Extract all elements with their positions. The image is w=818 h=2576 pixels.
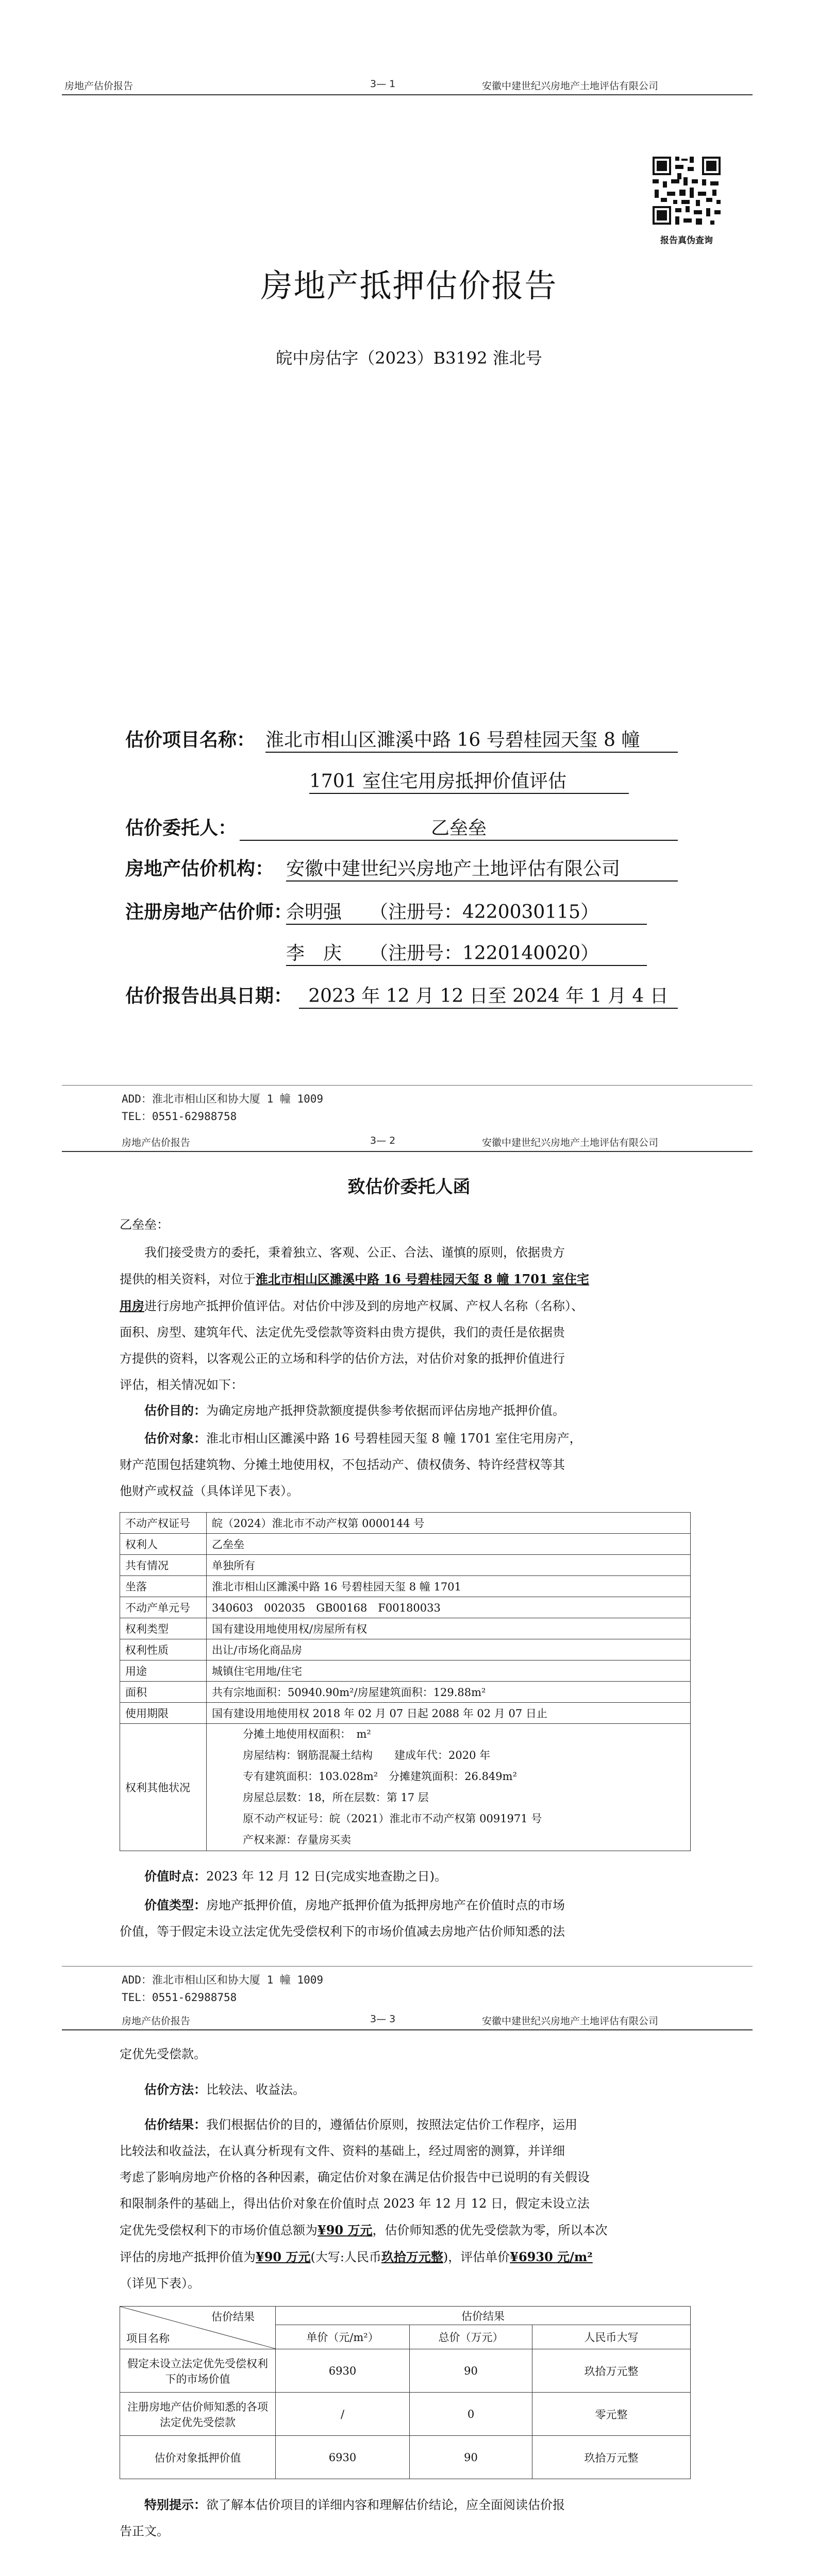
para1-line-c [120, 1293, 692, 1319]
footer-phone: TEL：0551-62988758 [122, 1110, 237, 1123]
header-rule [62, 1151, 753, 1152]
header-unit-price: 单价（元/m²） [276, 2325, 410, 2349]
issue-date-value: 2023 年 12 月 12 日至 2024 年 1 月 4 日 [299, 981, 678, 1009]
header-page-number: 3— 3 [370, 2013, 396, 2025]
result-text: ，估价师知悉的优先受偿款为零，所以本次 [372, 2223, 608, 2238]
header-result: 估价结果 [276, 2307, 691, 2325]
header-left: 房地产估价报告 [122, 2015, 191, 2027]
row-value: 共有宗地面积：50940.90m²/房屋建筑面积：129.88m² [207, 1682, 691, 1703]
purpose-label: 估价目的： [144, 1403, 206, 1418]
client-label: 估价委托人： [125, 817, 237, 839]
row-key: 权利其他状况 [120, 1724, 207, 1851]
row-value: 单独所有 [207, 1555, 691, 1576]
report-title: 房地产抵押估价报告 [260, 267, 558, 304]
row-name-line: 法定优先受偿款 [160, 2416, 236, 2429]
appraiser-label: 注册房地产估价师： [125, 901, 293, 923]
mortgage-value-caps: 玖拾万元整 [381, 2249, 443, 2264]
row-caps: 玖拾万元整 [532, 2436, 691, 2479]
header-left: 房地产估价报告 [122, 1137, 191, 1148]
para1-line-b [120, 1266, 692, 1293]
footer-rule [62, 1966, 753, 1967]
row-unit: 6930 [276, 2349, 410, 2393]
para1-line-f: 评估，相关情况如下： [120, 1378, 243, 1392]
row-unit: 6930 [276, 2436, 410, 2479]
para1-line-e: 方提供的资料，以客观公正的立场和科学的估价方法，对估价对象的抵押价值进行 [120, 1351, 565, 1366]
issue-date-label: 估价报告出具日期： [125, 985, 293, 1007]
value-type-line-b: 价值，等于假定未设立法定优先受偿权利下的市场价值减去房地产估价师知悉的法 [120, 1924, 565, 1939]
result-line-b: 比较法和收益法，在认真分析现有文件、资料的基础上，经过周密的测算，并详细 [120, 2144, 565, 2158]
value-date-text: 2023 年 12 月 12 日(完成实地查勘之日)。 [206, 1869, 447, 1884]
method-text: 比较法、收益法。 [206, 2082, 305, 2097]
value-type-label: 价值类型： [144, 1897, 206, 1912]
row-value: 城镇住宅用地/住宅 [207, 1660, 691, 1682]
row-total: 90 [410, 2349, 532, 2393]
purpose-text: 为确定房地产抵押贷款额度提供参考依据而评估房地产抵押价值。 [206, 1403, 565, 1418]
table-row [120, 2393, 691, 2436]
agency-label: 房地产估价机构： [125, 858, 274, 879]
appraiser-2: 李 庆 （注册号：1220140020） [286, 939, 647, 966]
diagonal-header-cell [120, 2307, 276, 2349]
property-address: 淮北市相山区濉溪中路 16 号碧桂园天玺 8 幢 1701 室住宅 [256, 1272, 590, 1286]
row-key: 用途 [120, 1660, 207, 1682]
row-name [120, 2393, 276, 2436]
header-total: 总价（万元） [410, 2325, 532, 2349]
header-caps: 人民币大写 [532, 2325, 691, 2349]
footer-address: ADD：淮北市相山区和协大厦 1 幢 1009 [122, 1093, 324, 1105]
method [120, 2076, 692, 2103]
row-key: 面积 [120, 1682, 207, 1703]
result [120, 2111, 692, 2297]
property-table [120, 1512, 691, 1851]
result-line-c: 考虑了影响房地产价格的各种因素，确定估价对象在满足估价报告中已说明的有关假设 [120, 2170, 590, 2184]
object [120, 1425, 692, 1504]
property-use: 用房 [120, 1298, 144, 1313]
other-line: 原不动产权证号：皖（2021）淮北市不动产权第 0091971 号 [243, 1812, 542, 1825]
letter-paragraph-1 [120, 1240, 692, 1398]
footer-phone: TEL：0551-62988758 [122, 1991, 237, 2004]
row-name-line: 下的市场价值 [165, 2372, 230, 2385]
table-row [120, 1618, 691, 1639]
header-company: 安徽中建世纪兴房地产土地评估有限公司 [482, 1137, 659, 1148]
row-total: 90 [410, 2436, 532, 2479]
row-value: 皖（2024）淮北市不动产权第 0000144 号 [207, 1513, 691, 1534]
result-line-e [120, 2217, 692, 2244]
row-value: 淮北市相山区濉溪中路 16 号碧桂园天玺 8 幢 1701 [207, 1576, 691, 1597]
para1-text: 提供的相关资料，对位于 [120, 1272, 256, 1286]
row-value: 乙垒垒 [207, 1534, 691, 1555]
row-caps: 玖拾万元整 [532, 2349, 691, 2393]
result-text: (大写:人民币 [310, 2250, 381, 2264]
result-label: 估价结果： [144, 2117, 206, 2132]
header-company: 安徽中建世纪兴房地产土地评估有限公司 [482, 80, 659, 92]
row-name-line: 假定未设立法定优先受偿权利 [127, 2357, 268, 2370]
unit-price: ¥6930 元/m² [510, 2249, 593, 2264]
row-value: 340603 002035 GB00168 F00180033 [207, 1597, 691, 1618]
table-row [120, 2436, 691, 2479]
special-line-b: 告正文。 [120, 2524, 169, 2538]
report-number: 皖中房估字（2023）B3192 淮北号 [276, 348, 542, 368]
row-key: 权利性质 [120, 1639, 207, 1660]
value-type-text: 房地产抵押价值，房地产抵押价值为抵押房地产在价值时点的市场 [206, 1898, 565, 1912]
other-line: 房屋总层数：18，所在层数：第 17 层 [243, 1791, 429, 1804]
appraiser-1: 佘明强 （注册号：4220030115） [286, 897, 647, 925]
footer-rule [62, 1085, 753, 1086]
client-value: 乙垒垒 [240, 814, 678, 841]
header-company: 安徽中建世纪兴房地产土地评估有限公司 [482, 2015, 659, 2027]
agency-value: 安徽中建世纪兴房地产土地评估有限公司 [286, 854, 678, 882]
object-line-c: 他财产或权益（具体详见下表）。 [120, 1484, 299, 1498]
header-left: 房地产估价报告 [64, 80, 133, 92]
value-date-label: 价值时点： [144, 1869, 206, 1884]
special-note [120, 2492, 692, 2545]
purpose [120, 1397, 692, 1424]
table-row [120, 1534, 691, 1555]
table-row [120, 1576, 691, 1597]
header-page-number: 3— 2 [370, 1135, 396, 1146]
table-row [120, 2349, 691, 2393]
row-total: 0 [410, 2393, 532, 2436]
value-date [120, 1863, 692, 1890]
result-table [120, 2306, 691, 2479]
para1-text: 进行房地产抵押价值评估。对估价中涉及到的房地产权属、产权人名称（名称）、 [144, 1299, 583, 1313]
mortgage-value: ¥90 万元 [256, 2249, 311, 2264]
row-value [207, 1724, 691, 1851]
para1-line-a: 我们接受贵方的委托，秉着独立、客观、公正、合法、谨慎的原则，依据贵方 [144, 1245, 565, 1260]
row-value: 国有建设用地使用权/房屋所有权 [207, 1618, 691, 1639]
object-text: 淮北市相山区濉溪中路 16 号碧桂园天玺 8 幢 1701 室住宅用房产， [206, 1431, 582, 1446]
project-name-line2: 1701 室住宅用房抵押价值评估 [309, 767, 629, 794]
header-page-number: 3— 1 [370, 78, 396, 90]
result-line-f [120, 2244, 692, 2270]
row-name [120, 2349, 276, 2393]
result-text: 评估的房地产抵押价值为 [120, 2250, 256, 2264]
row-value: 出让/市场化商品房 [207, 1639, 691, 1660]
object-line-b: 财产范围包括建筑物、分摊土地使用权，不包括动产、债权债务、特许经营权等其 [120, 1458, 565, 1472]
object-label: 估价对象： [144, 1431, 206, 1446]
other-line: 房屋结构：钢筋混凝土结构 建成年代：2020 年 [243, 1749, 491, 1761]
row-key: 共有情况 [120, 1555, 207, 1576]
result-text: )，评估单价 [443, 2250, 510, 2264]
row-key: 使用期限 [120, 1703, 207, 1724]
market-value: ¥90 万元 [318, 2223, 373, 2238]
footer-address: ADD：淮北市相山区和协大厦 1 幢 1009 [122, 1974, 324, 1986]
row-key: 权利类型 [120, 1618, 207, 1639]
continuation: 定优先受偿款。 [120, 2047, 206, 2061]
row-name-line: 估价对象抵押价值 [154, 2451, 241, 2464]
other-line: 专有建筑面积：103.028m² 分摊建筑面积：26.849m² [243, 1770, 517, 1783]
special-label: 特别提示： [144, 2497, 206, 2512]
header-rule [62, 94, 753, 95]
other-line: 产权来源：存量房买卖 [243, 1834, 351, 1846]
other-line: 分摊土地使用权面积： m² [243, 1728, 371, 1740]
row-value: 国有建设用地使用权 2018 年 02 月 07 日起 2088 年 02 月 07 日止 [207, 1703, 691, 1724]
salutation: 乙垒垒： [120, 1217, 169, 1232]
row-unit: / [276, 2393, 410, 2436]
letter-title: 致估价委托人函 [347, 1177, 471, 1197]
project-name-label: 估价项目名称： [125, 729, 256, 751]
result-line-g: （详见下表）。 [120, 2276, 200, 2291]
row-key: 权利人 [120, 1534, 207, 1555]
table-row [120, 1597, 691, 1618]
special-text: 欲了解本估价项目的详细内容和理解估价结论，应全面阅读估价报 [206, 2498, 565, 2512]
row-name [120, 2436, 276, 2479]
result-text: 定优先受偿权利下的市场价值总额为 [120, 2223, 318, 2238]
table-row [120, 1724, 691, 1851]
table-row [120, 1660, 691, 1682]
qr-caption: 报告真伪查询 [660, 235, 713, 246]
table-row [120, 1555, 691, 1576]
project-name-line1: 淮北市相山区濉溪中路 16 号碧桂园天玺 8 幢 [265, 725, 678, 753]
row-key: 不动产单元号 [120, 1597, 207, 1618]
para1-line-d: 面积、房型、建筑年代、法定优先受偿款等资料由贵方提供，我们的责任是依据贵 [120, 1325, 565, 1340]
result-line-d: 和限制条件的基础上，得出估价对象在价值时点 2023 年 12 月 12 日，假定未设立法 [120, 2196, 590, 2211]
qr-code-icon[interactable] [650, 155, 723, 227]
row-name-line: 注册房地产估价师知悉的各项 [127, 2400, 268, 2413]
method-label: 估价方法： [144, 2082, 206, 2097]
header-project: 项目名称 [126, 2332, 170, 2345]
result-text: 我们根据估价的目的，遵循估价原则，按照法定估价工作程序，运用 [206, 2117, 577, 2132]
row-key: 坐落 [120, 1576, 207, 1597]
header-result-corner: 估价结果 [211, 2311, 255, 2323]
row-caps: 零元整 [532, 2393, 691, 2436]
table-row [120, 1682, 691, 1703]
row-key: 不动产权证号 [120, 1513, 207, 1534]
value-type [120, 1892, 692, 1945]
table-row [120, 1513, 691, 1534]
header-rule [62, 2029, 753, 2030]
table-row [120, 1703, 691, 1724]
table-row [120, 1639, 691, 1660]
